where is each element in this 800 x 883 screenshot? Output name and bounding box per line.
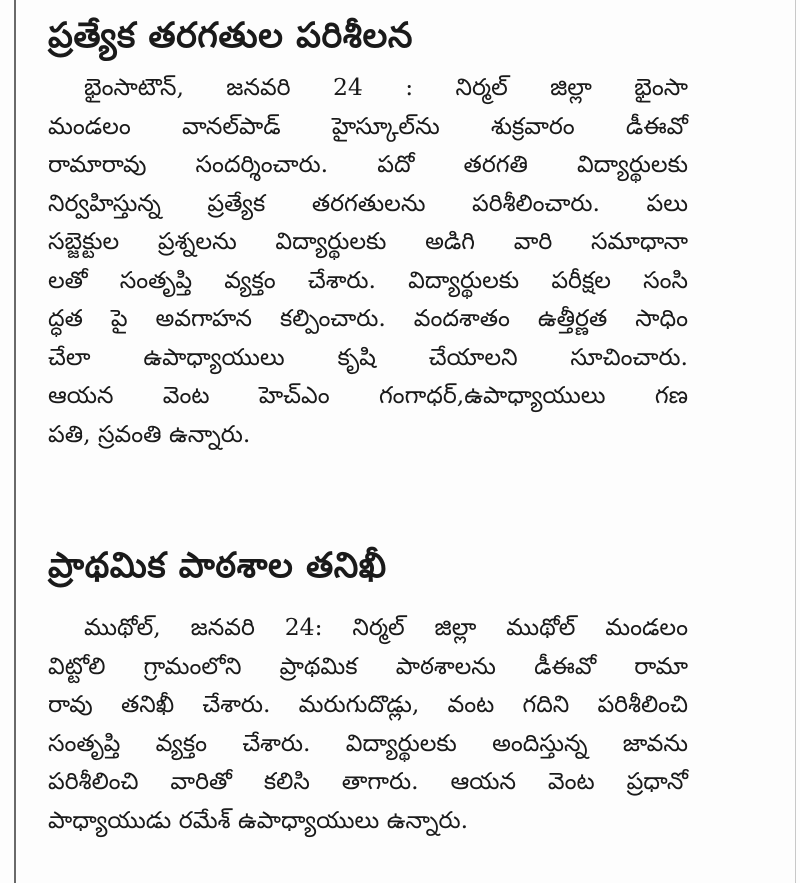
- article-line: పాధ్యాయుడు రమేశ్ ఉపాధ్యాయులు ఉన్నారు.: [48, 805, 469, 834]
- article-line: రామారావు సందర్శించారు. పదో తరగతి విద్యార్థులకు: [48, 150, 688, 178]
- article-line: సంతృప్తి వ్యక్తం చేశారు. విద్యార్థులకు అందిస్తున్న జావను: [48, 728, 688, 757]
- article-line: ముథోల్, జనవరి 24: నిర్మల్ జిల్లా ముథోల్ మండలం: [84, 613, 688, 641]
- article-line: మండలం వానల్‌పాడ్ హైస్కూల్‌ను శుక్రవారం డీఈవో: [48, 111, 688, 140]
- article-line: చేలా ఉపాధ్యాయులు కృషి చేయాలని సూచించారు.: [48, 342, 688, 371]
- article-line: పరిశీలించి వారితో కలిసి తాగారు. ఆయన వెంట ప్రధానో: [48, 767, 688, 795]
- article-line: విట్టోలి గ్రామంలోని ప్రాథమిక పాఠశాలను డీఈవో రామా: [48, 651, 688, 680]
- article-line: రావు తనిఖీ చేశారు. మరుగుదొడ్లు, వంట గదిని పరిశీలించి: [48, 690, 688, 718]
- article-line: నిర్వహిస్తున్న ప్రత్యేక తరగతులను పరిశీలించారు. పలు: [48, 188, 688, 217]
- article-line: లతో సంతృప్తి వ్యక్తం చేశారు. విద్యార్థులకు పరీక్షల సంసి: [48, 265, 688, 294]
- article-special-classes: [48, 10, 738, 453]
- article-body: [48, 608, 738, 839]
- article-body: [48, 68, 738, 453]
- column-rule: [14, 0, 16, 883]
- article-line: సబ్జెక్టుల ప్రశ్నలను విద్యార్థులకు అడిగి వారి సమాధానా: [48, 227, 688, 255]
- article-school-inspection: [48, 540, 738, 839]
- edge-rule: [795, 0, 796, 883]
- article-line: భైంసాటౌన్, జనవరి 24 : నిర్మల్ జిల్లా భైంసా: [84, 73, 688, 101]
- article-line: ద్ధత పై అవగాహన కల్పించారు. వందశాతం ఉత్తీర్ణత సాధిం: [48, 304, 688, 332]
- article-line: పతి, స్రవంతి ఉన్నారు.: [48, 419, 251, 448]
- article-headline: ప్రత్యేక తరగతుల పరిశీలన: [48, 16, 413, 56]
- article-line: ఆయన వెంట హెచ్‌ఎం గంగాధర్,ఉపాధ్యాయులు గణ: [48, 381, 688, 409]
- article-headline: ప్రాథమిక పాఠశాల తనిఖీ: [48, 546, 387, 586]
